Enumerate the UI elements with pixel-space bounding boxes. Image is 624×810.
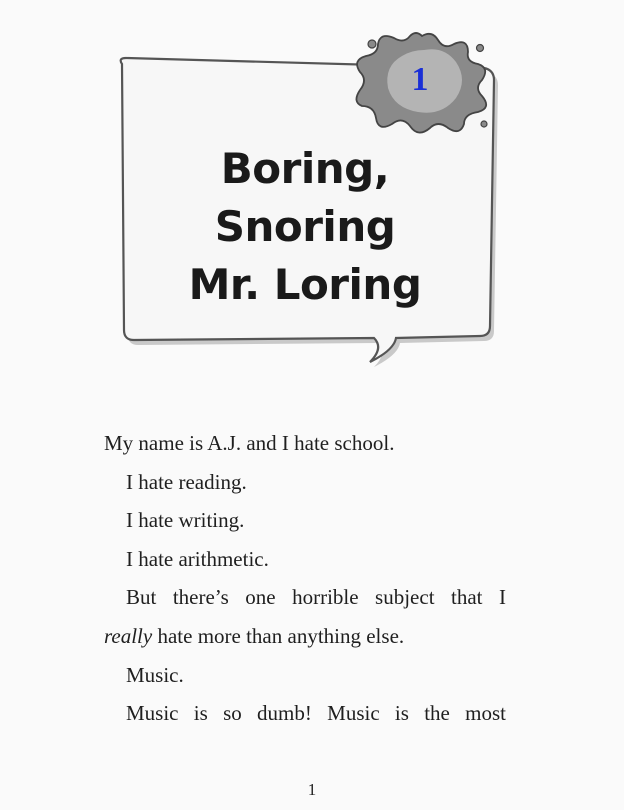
paragraph: Music is so dumb! Music is the most [126, 701, 506, 726]
paragraph: My name is A.J. and I hate school. [104, 431, 395, 455]
page-number: 1 [307, 780, 317, 799]
paragraph: I hate reading. [126, 469, 247, 494]
paragraph: I hate writing. [126, 508, 245, 533]
emphasis-text: really [104, 623, 153, 648]
paragraph: I hate arithmetic. [126, 546, 269, 571]
chapter-title-line: Boring, [220, 144, 390, 193]
chapter-title-line: Mr. Loring [188, 260, 422, 309]
paragraph: Music. [126, 662, 184, 687]
paragraph: But there’s one horrible subject that I [126, 585, 506, 610]
chapter-title-line: Snoring [214, 202, 396, 251]
chapter-title [130, 140, 480, 314]
paragraph-continuation [104, 617, 506, 656]
body-text [104, 424, 506, 733]
chapter-number: 1 [411, 61, 429, 98]
paragraph-text: hate more than anything else. [152, 623, 405, 648]
